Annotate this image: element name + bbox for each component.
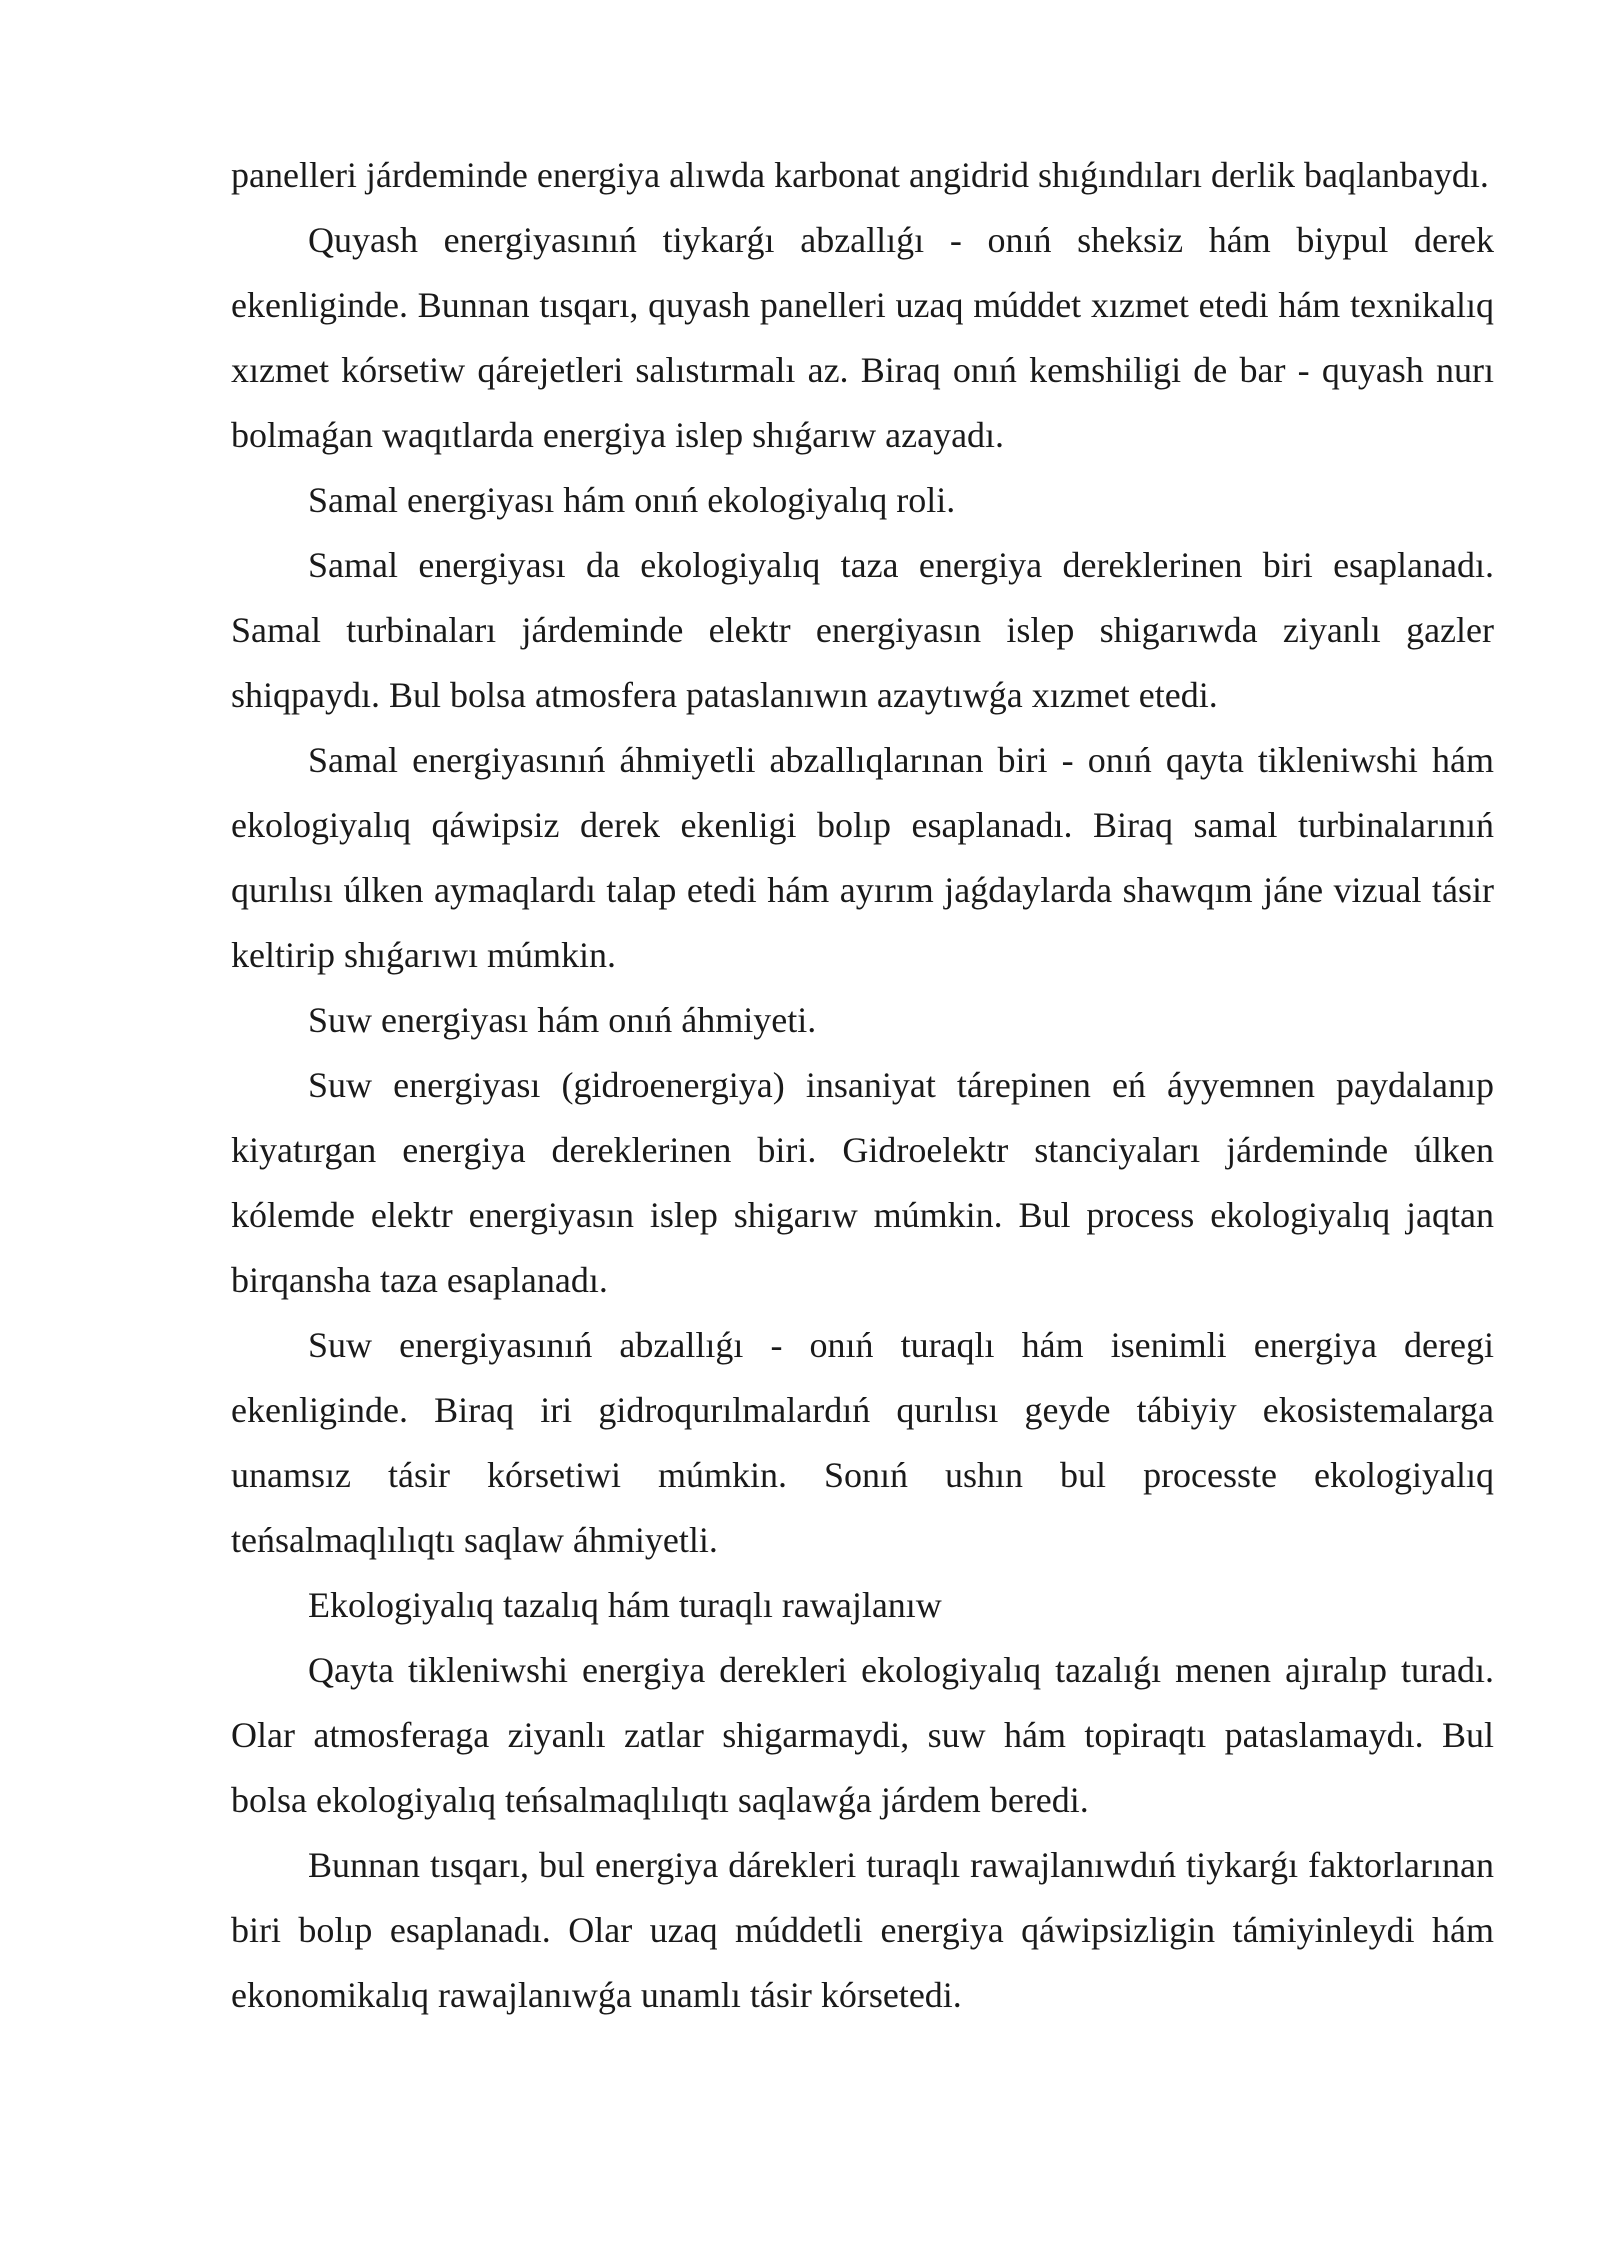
paragraph-wind-advantages: Samal energiyasınıń áhmiyetli abzallıqlarınan biri - onıń qayta tikleniwshi hám ekologiyalıq qáwipsiz derek ekenligi bolıp esaplanadı. Biraq samal turbinalarınıń qurılısı úlken aymaqlardı talap etedi hám ayırım jaǵdaylarda shawqım jáne vizual tásir keltirip shıǵarıwı múmkin. [231,740,1494,975]
section-heading-sustainability: Ekologiyalıq tazalıq hám turaqlı rawajlanıw [308,1585,942,1625]
section-heading-wind: Samal energiyası hám onıń ekologiyalıq roli. [308,480,956,520]
paragraph-sustainability-2: Bunnan tısqarı, bul energiya dárekleri turaqlı rawajlanıwdıń tiykarǵı faktorlarınan biri bolıp esaplanadı. Olar uzaq múddetli energiya qáwipsizligin támiyinleydi hám ekonomikalıq rawajlanıwǵa unamlı tásir kórsetedi. [231,1845,1494,2015]
document-page [231,143,1494,2028]
paragraph-wind-intro: Samal energiyası da ekologiyalıq taza energiya dereklerinen biri esaplanadı. Samal turbinaları járdeminde elektr energiyasın islep shigarıwda ziyanlı gazler shiqpaydı. Bul bolsa atmosfera pataslanıwın azaytıwǵa xızmet etedi. [231,545,1494,715]
section-heading-water: Suw energiyası hám onıń áhmiyeti. [308,1000,817,1040]
paragraph-water-intro: Suw energiyası (gidroenergiya) insaniyat tárepinen eń áyyemnen paydalanıp kiyatırgan energiya dereklerinen biri. Gidroelektr stanciyaları járdeminde úlken kólemde elektr energiyasın islep shigarıw múmkin. Bul process ekologiyalıq jaqtan birqansha taza esaplanadı. [231,1065,1494,1300]
paragraph-continuation: panelleri járdeminde energiya alıwda karbonat angidrid shıǵındıları derlik baqlanbaydı. [231,155,1489,195]
paragraph-water-advantages: Suw energiyasınıń abzallıǵı - onıń turaqlı hám isenimli energiya deregi ekenliginde. Biraq iri gidroqurılmalardıń qurılısı geyde tábiyiy ekosistemalarga unamsız tásir kórsetiwi múmkin. Sonıń ushın bul processte ekologiyalıq teńsalmaqlılıqtı saqlaw áhmiyetli. [231,1325,1494,1560]
paragraph-solar-advantages: Quyash energiyasınıń tiykarǵı abzallıǵı - onıń sheksiz hám biypul derek ekenliginde. Bunnan tısqarı, quyash panelleri uzaq múddet xızmet etedi hám texnikalıq xızmet kórsetiw qárejetleri salıstırmalı az. Biraq onıń kemshiligi de bar - quyash nurı bolmaǵan waqıtlarda energiya islep shıǵarıw azayadı. [231,220,1494,455]
paragraph-sustainability-1: Qayta tikleniwshi energiya derekleri ekologiyalıq tazalıǵı menen ajıralıp turadı. Olar atmosferaga ziyanlı zatlar shigarmaydi, suw hám topiraqtı pataslamaydı. Bul bolsa ekologiyalıq teńsalmaqlılıqtı saqlawǵa járdem beredi. [231,1650,1494,1820]
